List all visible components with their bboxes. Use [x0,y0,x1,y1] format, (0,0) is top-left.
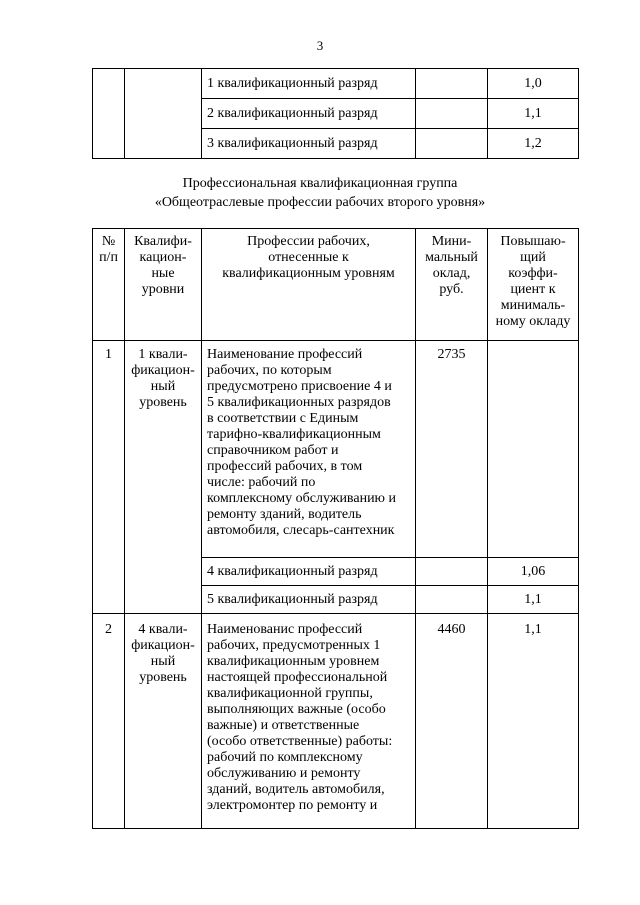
row-coef: 1,1 [488,614,579,829]
table-header-row [93,229,579,341]
row-num: 1 [93,341,125,614]
rank-coef: 1,1 [488,99,579,129]
header-coef: Повышаю- щий коэффи- циент к минималь- ному окладу [488,229,579,341]
table-row [93,341,579,558]
qualification-table [92,228,579,829]
row-salary: 4460 [416,614,488,829]
rank-name: 2 квалификационный разряд [202,99,416,129]
table-row [93,614,579,829]
rank-name: 1 квалификационный разряд [202,69,416,99]
row-level: 1 квали- фикацион- ный уровень [125,341,202,614]
header-salary: Мини- мальный оклад, руб. [416,229,488,341]
rank-coef: 1,06 [488,558,579,586]
rank-coef: 1,0 [488,69,579,99]
rank-name: 4 квалификационный разряд [202,558,416,586]
top-rank-table [92,68,579,159]
rank-name: 3 квалификационный разряд [202,129,416,159]
header-level: Квалифи- кацион- ные уровни [125,229,202,341]
rank-coef: 1,2 [488,129,579,159]
row-level: 4 квали- фикацион- ный уровень [125,614,202,829]
header-num: № п/п [93,229,125,341]
row-coef [488,341,579,558]
group-title [0,174,640,212]
page-number: 3 [316,38,324,53]
row-num: 2 [93,614,125,829]
group-title-line: Профессиональная квалификационная группа [182,176,458,191]
row-salary: 2735 [416,341,488,558]
row-professions: Наименованис профессий рабочих, предусмотренных 1 квалификационным уровнем настоящей профессиональной квалификационной группы, выполняющих важные (особо важные) и ответственные (особо ответственные) работы: рабочий по комплексному обслуживанию и ремонту зданий, водитель автомобиля, электромонтер по ремонту и [202,614,416,829]
table-row [93,69,579,99]
group-title-line: «Общеотраслевые профессии рабочих второго уровня» [154,195,486,210]
rank-coef: 1,1 [488,586,579,614]
row-professions: Наименование профессий рабочих, по которым предусмотрено присвоение 4 и 5 квалификационных разрядов в соответствии с Единым тарифно-квалификационным справочником работ и профессий рабочих, в том числе: рабочий по комплексному обслуживанию и ремонту зданий, водитель автомобиля, слесарь-сантехник [202,341,416,558]
header-professions: Профессии рабочих, отнесенные к квалификационным уровням [202,229,416,341]
rank-name: 5 квалификационный разряд [202,586,416,614]
